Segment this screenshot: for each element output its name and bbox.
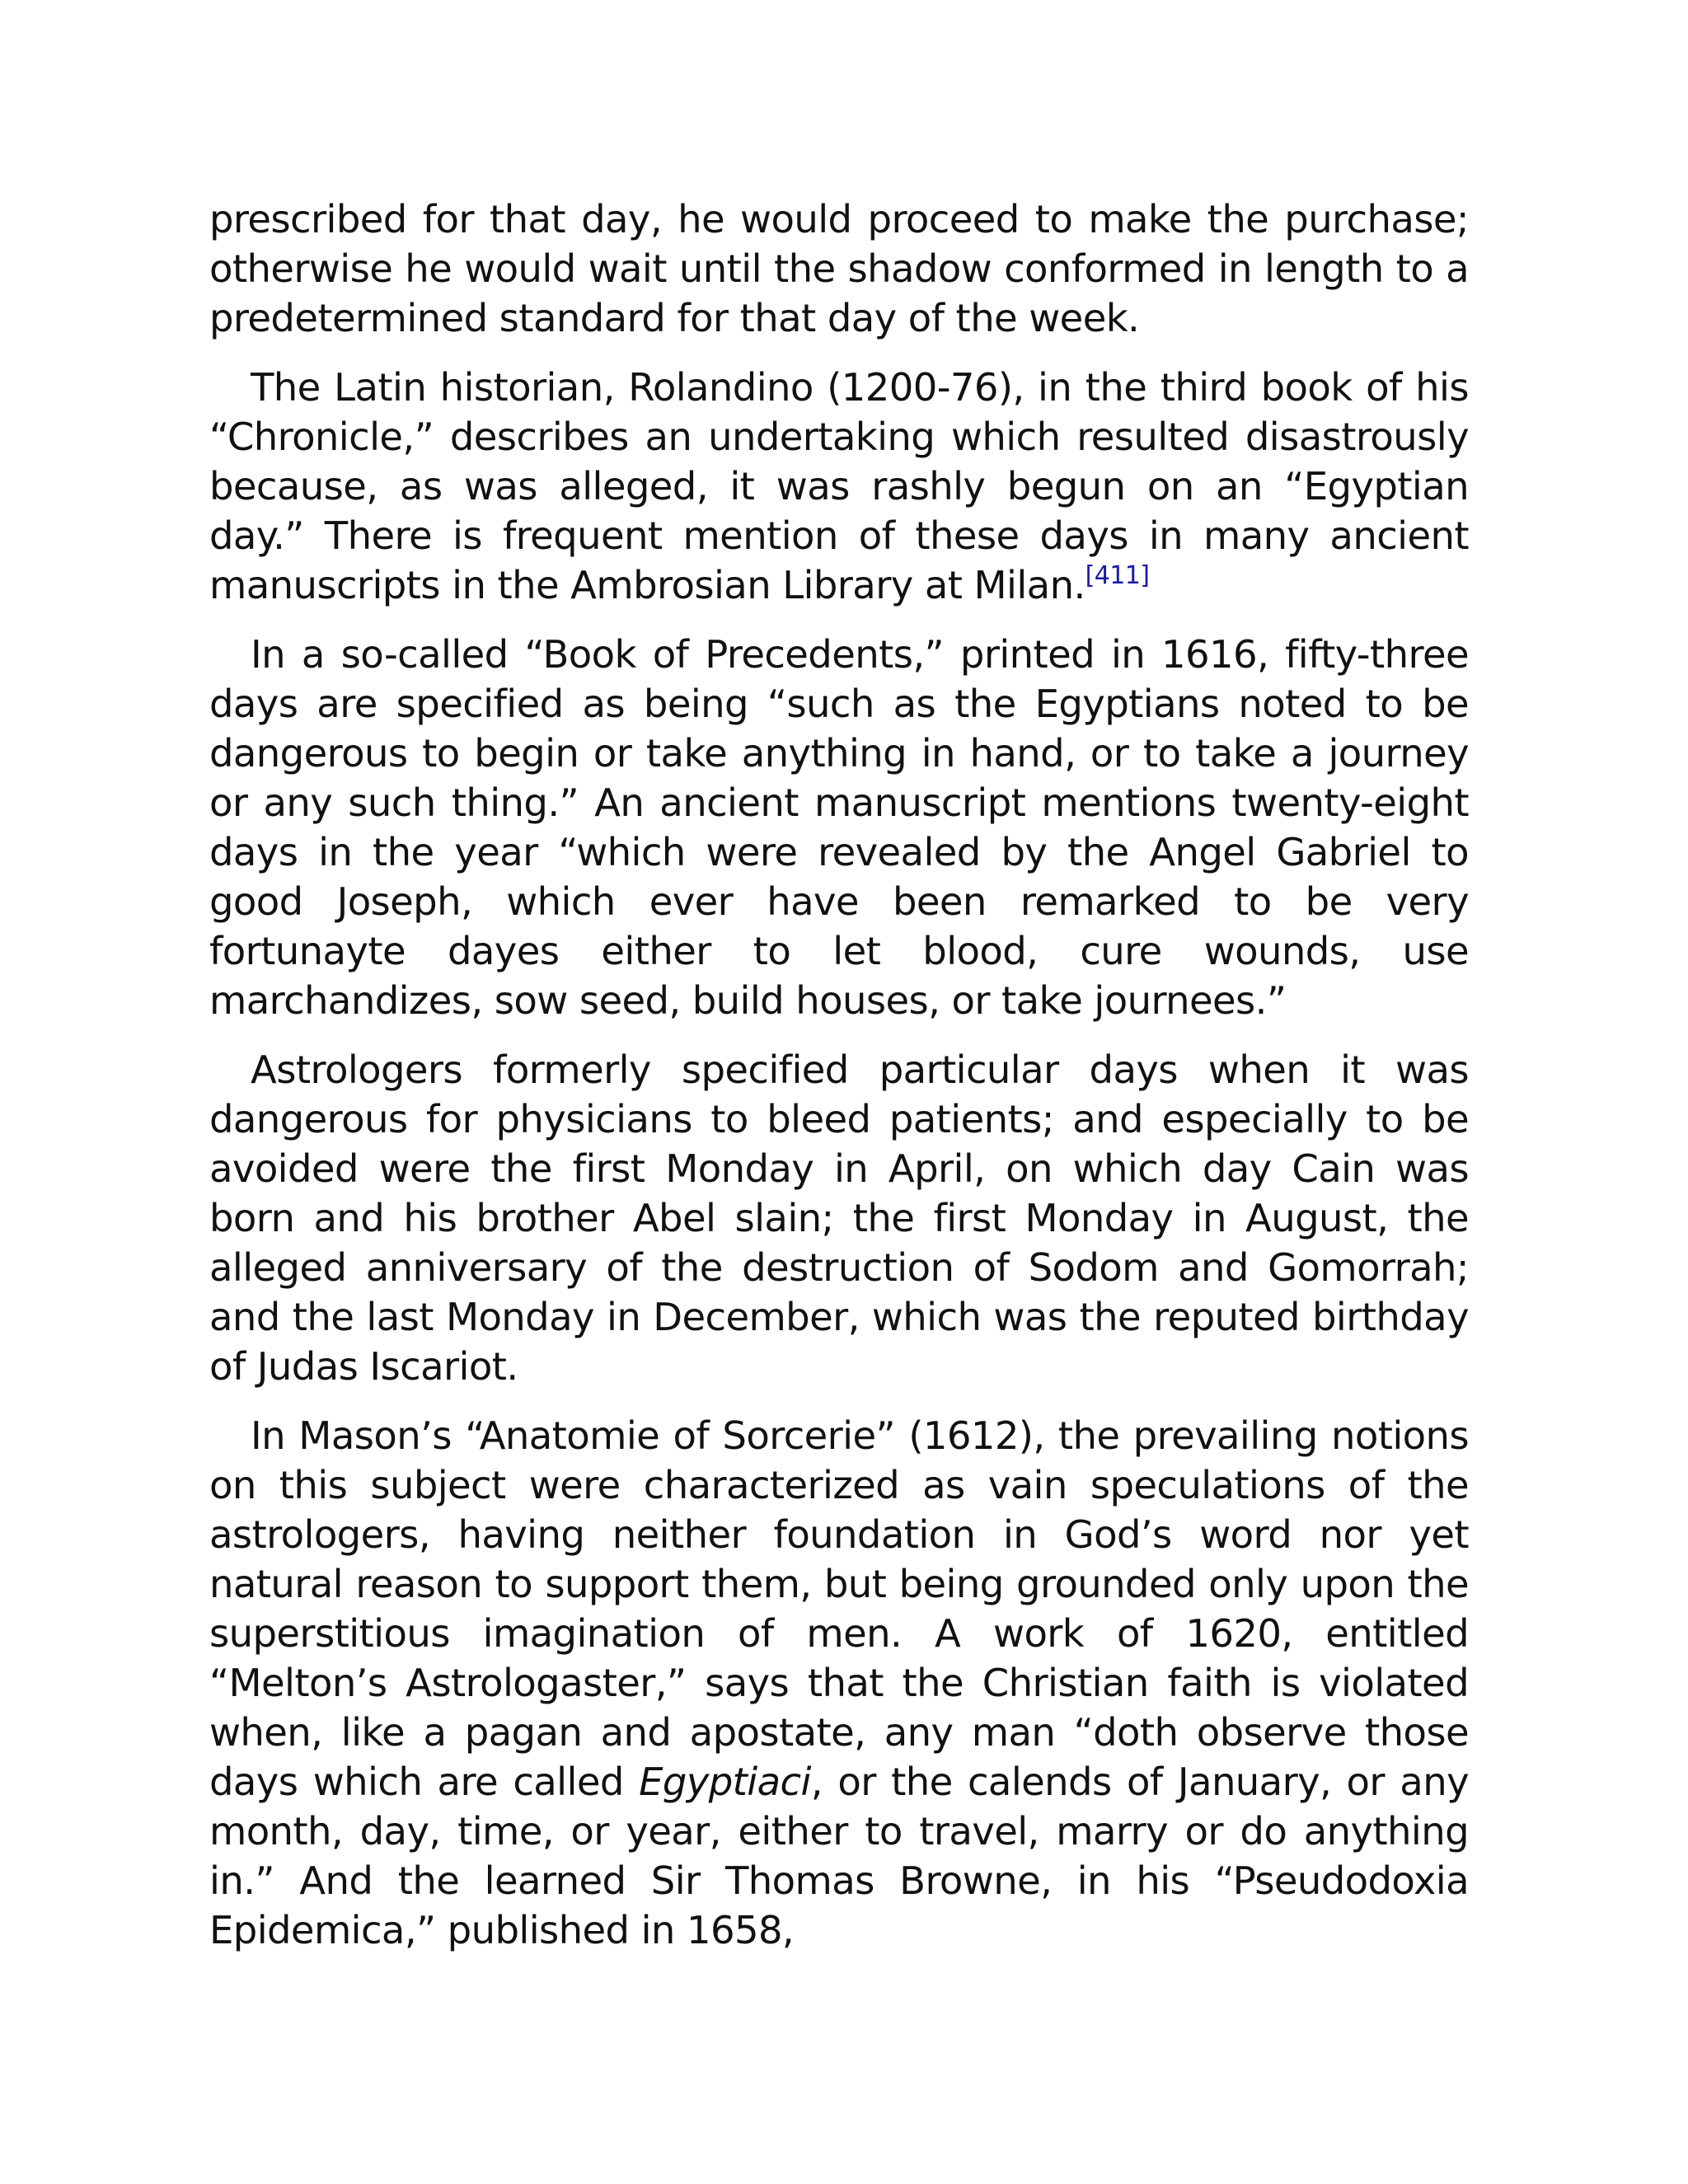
paragraph-text: The Latin historian, Rolandino (1200-76), in the third book of his “Chronicle,” describes an undertaking which resulted disastrously because, as was alleged, it was rashly begun on an “Egyptian day.” There is frequent mention of these days in many ancient manuscripts in the Ambrosian Library at Milan. [209, 365, 1469, 607]
italic-term: Egyptiaci [639, 1760, 811, 1804]
paragraph-text: In Mason’s “Anatomie of Sorcerie” (1612), the prevailing notions on this subject were characterized as vain speculations of the astrologers, having neither foundation in God’s word nor yet natural reason to support them, but being grounded only upon the superstitious imagination of men. A work of 1620, entitled “Melton’s Astrologaster,” says that the Christian faith is violated when, like a pagan and apostate, any man “doth observe those days which are called [209, 1413, 1469, 1804]
paragraph-4 [209, 1045, 1469, 1391]
footnote-reference-link[interactable]: [411] [1085, 561, 1150, 590]
paragraph-3 [209, 630, 1469, 1025]
paragraph-2 [209, 363, 1469, 610]
document-page [209, 194, 1469, 1975]
paragraph-5 [209, 1411, 1469, 1955]
paragraph-text: , or the calends of January, or any month, day, time, or year, either to travel, marry or do anything in.” And the learned Sir Thomas Browne, in his “Pseudodoxia Epidemica,” published in 1658, [209, 1760, 1469, 1952]
paragraph-text: In a so-called “Book of Precedents,” printed in 1616, fifty-three days are specified as being “such as the Egyptians noted to be dangerous to begin or take anything in hand, or to take a journey or any such thing.” An ancient manuscript mentions twenty-eight days in the year “which were revealed by the Angel Gabriel to good Joseph, which ever have been remarked to be very fortunayte dayes either to let blood, cure wounds, use marchandizes, sow seed, build houses, or take journees.” [209, 632, 1469, 1023]
paragraph-text: Astrologers formerly specified particular days when it was dangerous for physicians to bleed patients; and especially to be avoided were the first Monday in April, on which day Cain was born and his brother Abel slain; the first Monday in August, the alleged anniversary of the destruction of Sodom and Gomorrah; and the last Monday in December, which was the reputed birthday of Judas Iscariot. [209, 1047, 1469, 1389]
paragraph-text: prescribed for that day, he would proceed to make the purchase; otherwise he would wait until the shadow conformed in length to a predetermined standard for that day of the week. [209, 197, 1469, 340]
paragraph-1 [209, 194, 1469, 343]
